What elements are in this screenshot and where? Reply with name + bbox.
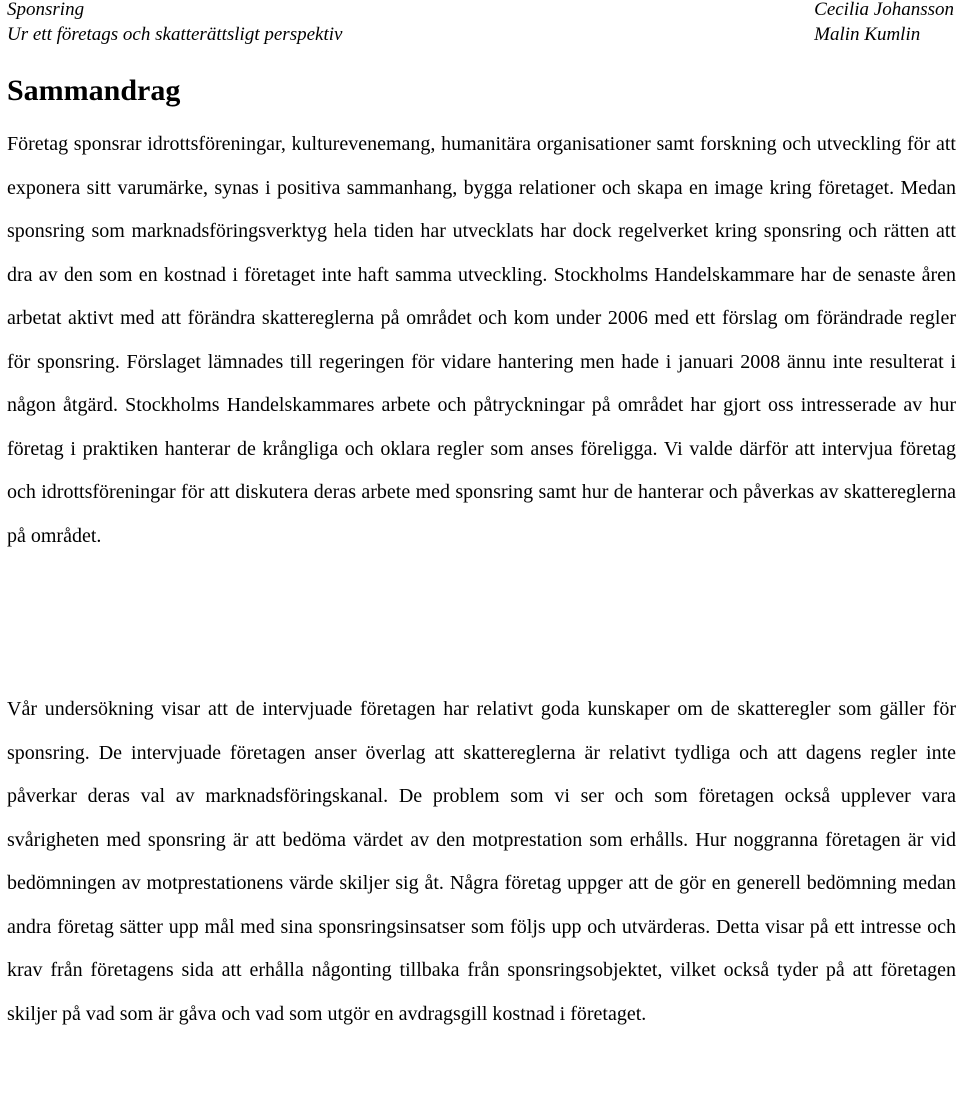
running-header [7, 0, 954, 50]
header-right [814, 0, 954, 47]
body-paragraph: Företag sponsrar idrottsföreningar, kulturevenemang, humanitära organisationer samt forskning och utveckling för att exponera sitt varumärke, synas i positiva sammanhang, bygga relationer och skapa en image kring företaget. Medan sponsring som marknadsföringsverktyg hela tiden har utvecklats har dock regelverket kring sponsring och rätten att dra av den som en kostnad i företaget inte haft samma utveckling. Stockholms Handelskammare har de senaste åren arbetat aktivt med att förändra skattereglerna på området och kom under 2006 med ett förslag om förändrade regler för sponsring. Förslaget lämnades till regeringen för vidare hantering men hade i januari 2008 ännu inte resulterat i någon åtgärd. Stockholms Handelskammares arbete och påtryckningar på området har gjort oss intresserade av hur företag i praktiken hanterar de krångliga och oklara regler som anses föreligga. Vi valde därför att intervjua företag och idrottsföreningar för att diskutera deras arbete med sponsring samt hur de hanterar och påverkas av skattereglerna på området. [7, 133, 956, 547]
header-left [7, 0, 342, 47]
author-name: Cecilia Johansson [814, 0, 954, 20]
document-title: Sponsring [7, 0, 85, 20]
section-heading: Sammandrag [7, 74, 181, 107]
body-paragraph: Vår undersökning visar att de intervjuade företagen har relativt goda kunskaper om de skatteregler som gäller för sponsring. De intervjuade företagen anser överlag att skattereglerna är relativt tydliga och att dagens regler inte påverkar deras val av marknadsföringskanal. De problem som vi ser och som företagen också upplever vara svårigheten med sponsring är att bedöma värdet av den motprestation som erhålls. Hur noggranna företagen är vid bedömningen av motprestationens värde skiljer sig åt. Några företag uppger att de gör en generell bedömning medan andra företag sätter upp mål med sina sponsringsinsatser som följs upp och utvärderas. Detta visar på ett intresse och krav från företagens sida att erhålla någonting tillbaka från sponsringsobjektet, vilket också tyder på att företagen skiljer på vad som är gåva och vad som utgör en avdragsgill kostnad i företaget. [7, 698, 956, 1025]
document-subtitle: Ur ett företags och skatterättsligt perspektiv [7, 24, 343, 45]
author-name: Malin Kumlin [814, 24, 921, 45]
